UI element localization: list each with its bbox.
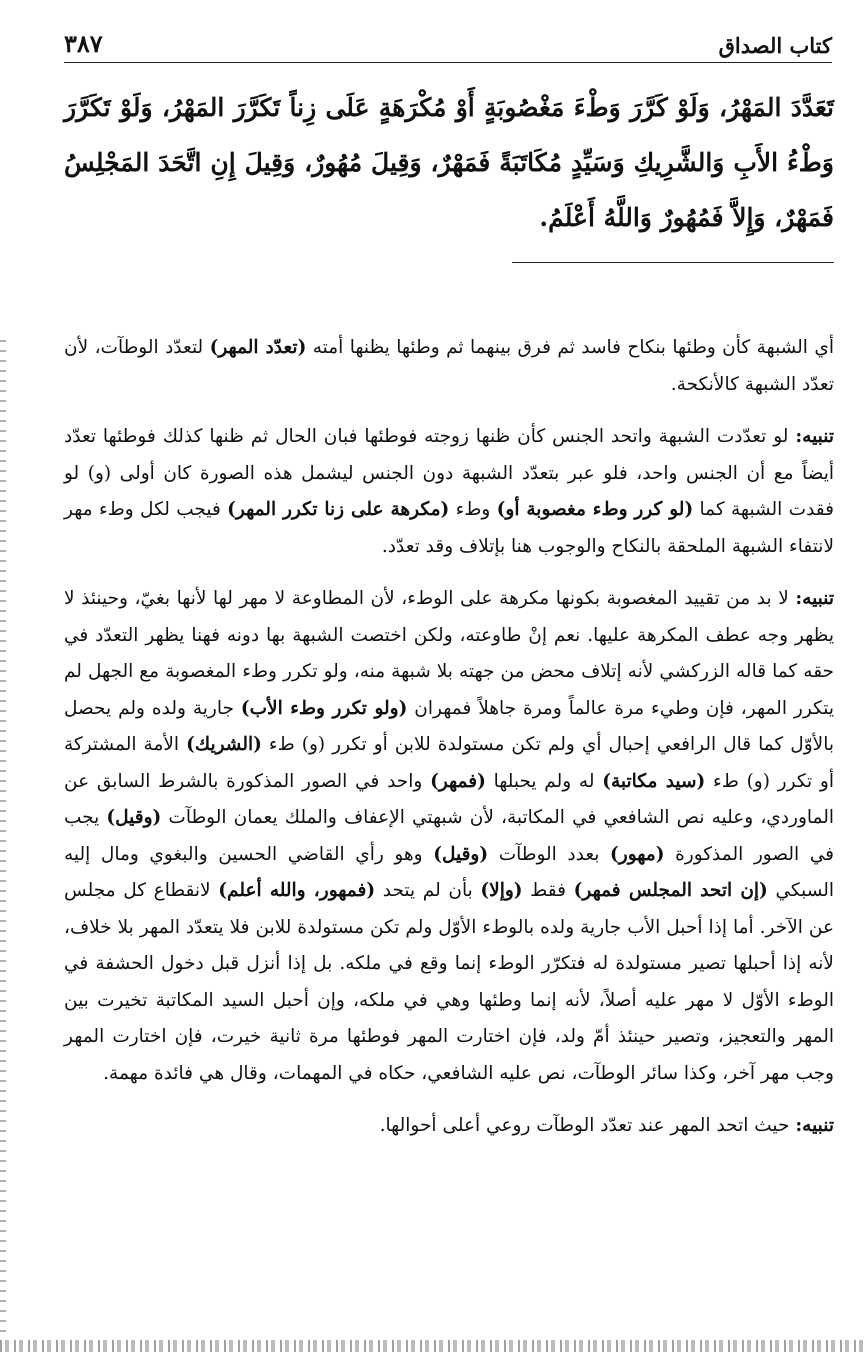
quoted-matn: (سيد مكاتبة) (602, 770, 706, 792)
quoted-matn: (وقيل) (106, 807, 162, 828)
main-text: تَعَدَّدَ المَهْرُ، وَلَوْ كَرَّرَ وَطْءَ مَغْصُوبَةٍ أَوْ مُكْرَهَةٍ عَلَى زِناً تَكَرَّرَ المَهْرُ، وَلَوْ تَكَرَّرَ وَطْءُ الأَبِ وَالشَّرِيكِ وَسَيِّدٍ مُكَاتَبَةً فَمَهْرٌ، وَقِيلَ مُهُورٌ، وَقِيلَ إِنِ اتَّحَدَ المَجْلِسُ فَمَهْرٌ، وَإِلاَّ فَمُهُورٌ وَاللَّهُ أَعْلَمُ. (64, 93, 834, 232)
text-run: وطء (449, 499, 497, 520)
quoted-matn: (ولو تكرر وطء الأب) (240, 697, 408, 719)
quoted-matn: (فمهور، والله أعلم) (218, 880, 376, 901)
quoted-matn: (مكرهة على زنا تكرر المهر) (227, 499, 450, 520)
text-run: واحد في الصور المذكورة بالشرط السابق عن الماوردي، وعليه نص الشافعي في المكاتبة، لأن شبهتي الإعفاف والملك يعمان الوطآت (64, 770, 834, 828)
text-run: لانقطاع كل مجلس عن الآخر. أما إذا أحبل الأب جارية ولده بالوطء الأوّل ولم تكن مستولدة للابن فلا يتعدّد المهر بلا خلاف، لأنه إذا أحبلها تصير مستولدة له فتكرّر الوطء إنما وقع في ملكه. بل إذا أنزل قبل دخول الحشفة في الوطء الأوّل لا مهر عليه أصلاً، لأنه إنما وطئها وهي في ملكه، وإن أحبل السيد المكاتبة تخيرت بين المهر والتعجيز، وتصير حينئذ أمّ ولد، فإن اختارت المهر فوطئها مرة ثانية خيرت، فإن اختارت المهر وجب مهر آخر، وكذا سائر الوطآت، نص عليه الشافعي، حكاه في المهمات، وقال هي فائدة مهمة. (64, 880, 834, 1084)
text-run: له ولم يحبلها (485, 770, 603, 792)
running-header (64, 22, 832, 63)
quoted-matn: (فمهر) (430, 770, 486, 792)
text-run: بعدد الوطآت (488, 843, 611, 865)
text-run: وهو رأي القاضي الحسين والبغوي ومال إليه السبكي (64, 843, 834, 901)
commentary-paragraph-4 (64, 1108, 834, 1145)
quoted-matn: (إن اتحد المجلس فمهر) (573, 880, 768, 901)
note-label: تنبيه: (795, 588, 834, 609)
quoted-matn: (الشريك) (186, 734, 262, 755)
text-run: لتعدّد الوطآت، لأن تعدّد الشبهة كالأنكحة. (64, 337, 834, 395)
quoted-matn: (وإلا) (480, 880, 523, 901)
quoted-matn: (لو كرر وطء مغصوبة أو) (496, 499, 694, 520)
text-run: فيجب لكل وطء مهر لانتفاء الشبهة الملحقة بالنكاح والوجوب هنا بإتلاف وقد تعدّد. (64, 499, 834, 557)
commentary-paragraph-2 (64, 419, 834, 565)
text-run: أي الشبهة كأن وطئها بنكاح فاسد ثم فرق بينهما ثم وطئها يظنها أمته (306, 337, 834, 358)
quoted-matn: (مهور) (610, 843, 665, 865)
text-run: بأن لم يتحد (375, 880, 481, 901)
decorative-border-left (0, 340, 6, 1338)
text-run: الأمة المشتركة أو تكرر (و) طء (64, 734, 835, 792)
commentary-paragraph-1 (64, 330, 834, 403)
commentary-paragraph-3 (64, 581, 834, 1092)
text-run: فقط (522, 880, 574, 901)
text-run: لو تعدّدت الشبهة واتحد الجنس كأن ظنها زوجته فوطئها فبان الحال ثم ظنها كذلك فوطئها تعدّد أيضاً مع أن الجنس واحد، فلو عبر بتعدّد الشبهة دون الجنس ليشمل هذه الصورة كان أولى (و) لو فقدت الشبهة كما (64, 426, 834, 520)
page-number: ٣٨٧ (64, 29, 103, 58)
footnote-divider (512, 262, 834, 263)
text-run: حيث اتحد المهر عند تعدّد الوطآت روعي أعلى أحوالها. (379, 1115, 796, 1136)
text-run: جارية ولده ولم يحصل بالأوّل كما قال الرافعي إحبال أي ولم تكن مستولدة للابن أو تكرر (و) طء (64, 697, 834, 755)
quoted-matn: (وقيل) (433, 843, 489, 865)
text-run: يجب في الصور المذكورة (64, 807, 834, 865)
chapter-title: كتاب الصداق (718, 33, 832, 58)
note-label: تنبيه: (795, 426, 834, 447)
text-run: لا بد من تقييد المغصوبة بكونها مكرهة على الوطء، لأن المطاوعة لا مهر لها لأنها بغيّ، وحينئذ لا يظهر وجه عطف المكرهة عليها. نعم إنْ طاوعته، ولكن اختصت الشبهة بها دونه فهنا يظهر التعدّد في حقه كما قاله الزركشي لأنه إتلاف محض من جهته بلا شبهة منه، ولو تكرر وطء المغصوبة مع الجهل لم يتكرر المهر، فإن وطيء مرة عالماً ومرة جاهلاً فمهران (64, 588, 834, 719)
commentary (64, 330, 834, 1161)
quoted-matn: (تعدّد المهر) (209, 337, 307, 358)
note-label: تنبيه: (795, 1115, 834, 1136)
decorative-border-bottom (0, 1340, 868, 1352)
